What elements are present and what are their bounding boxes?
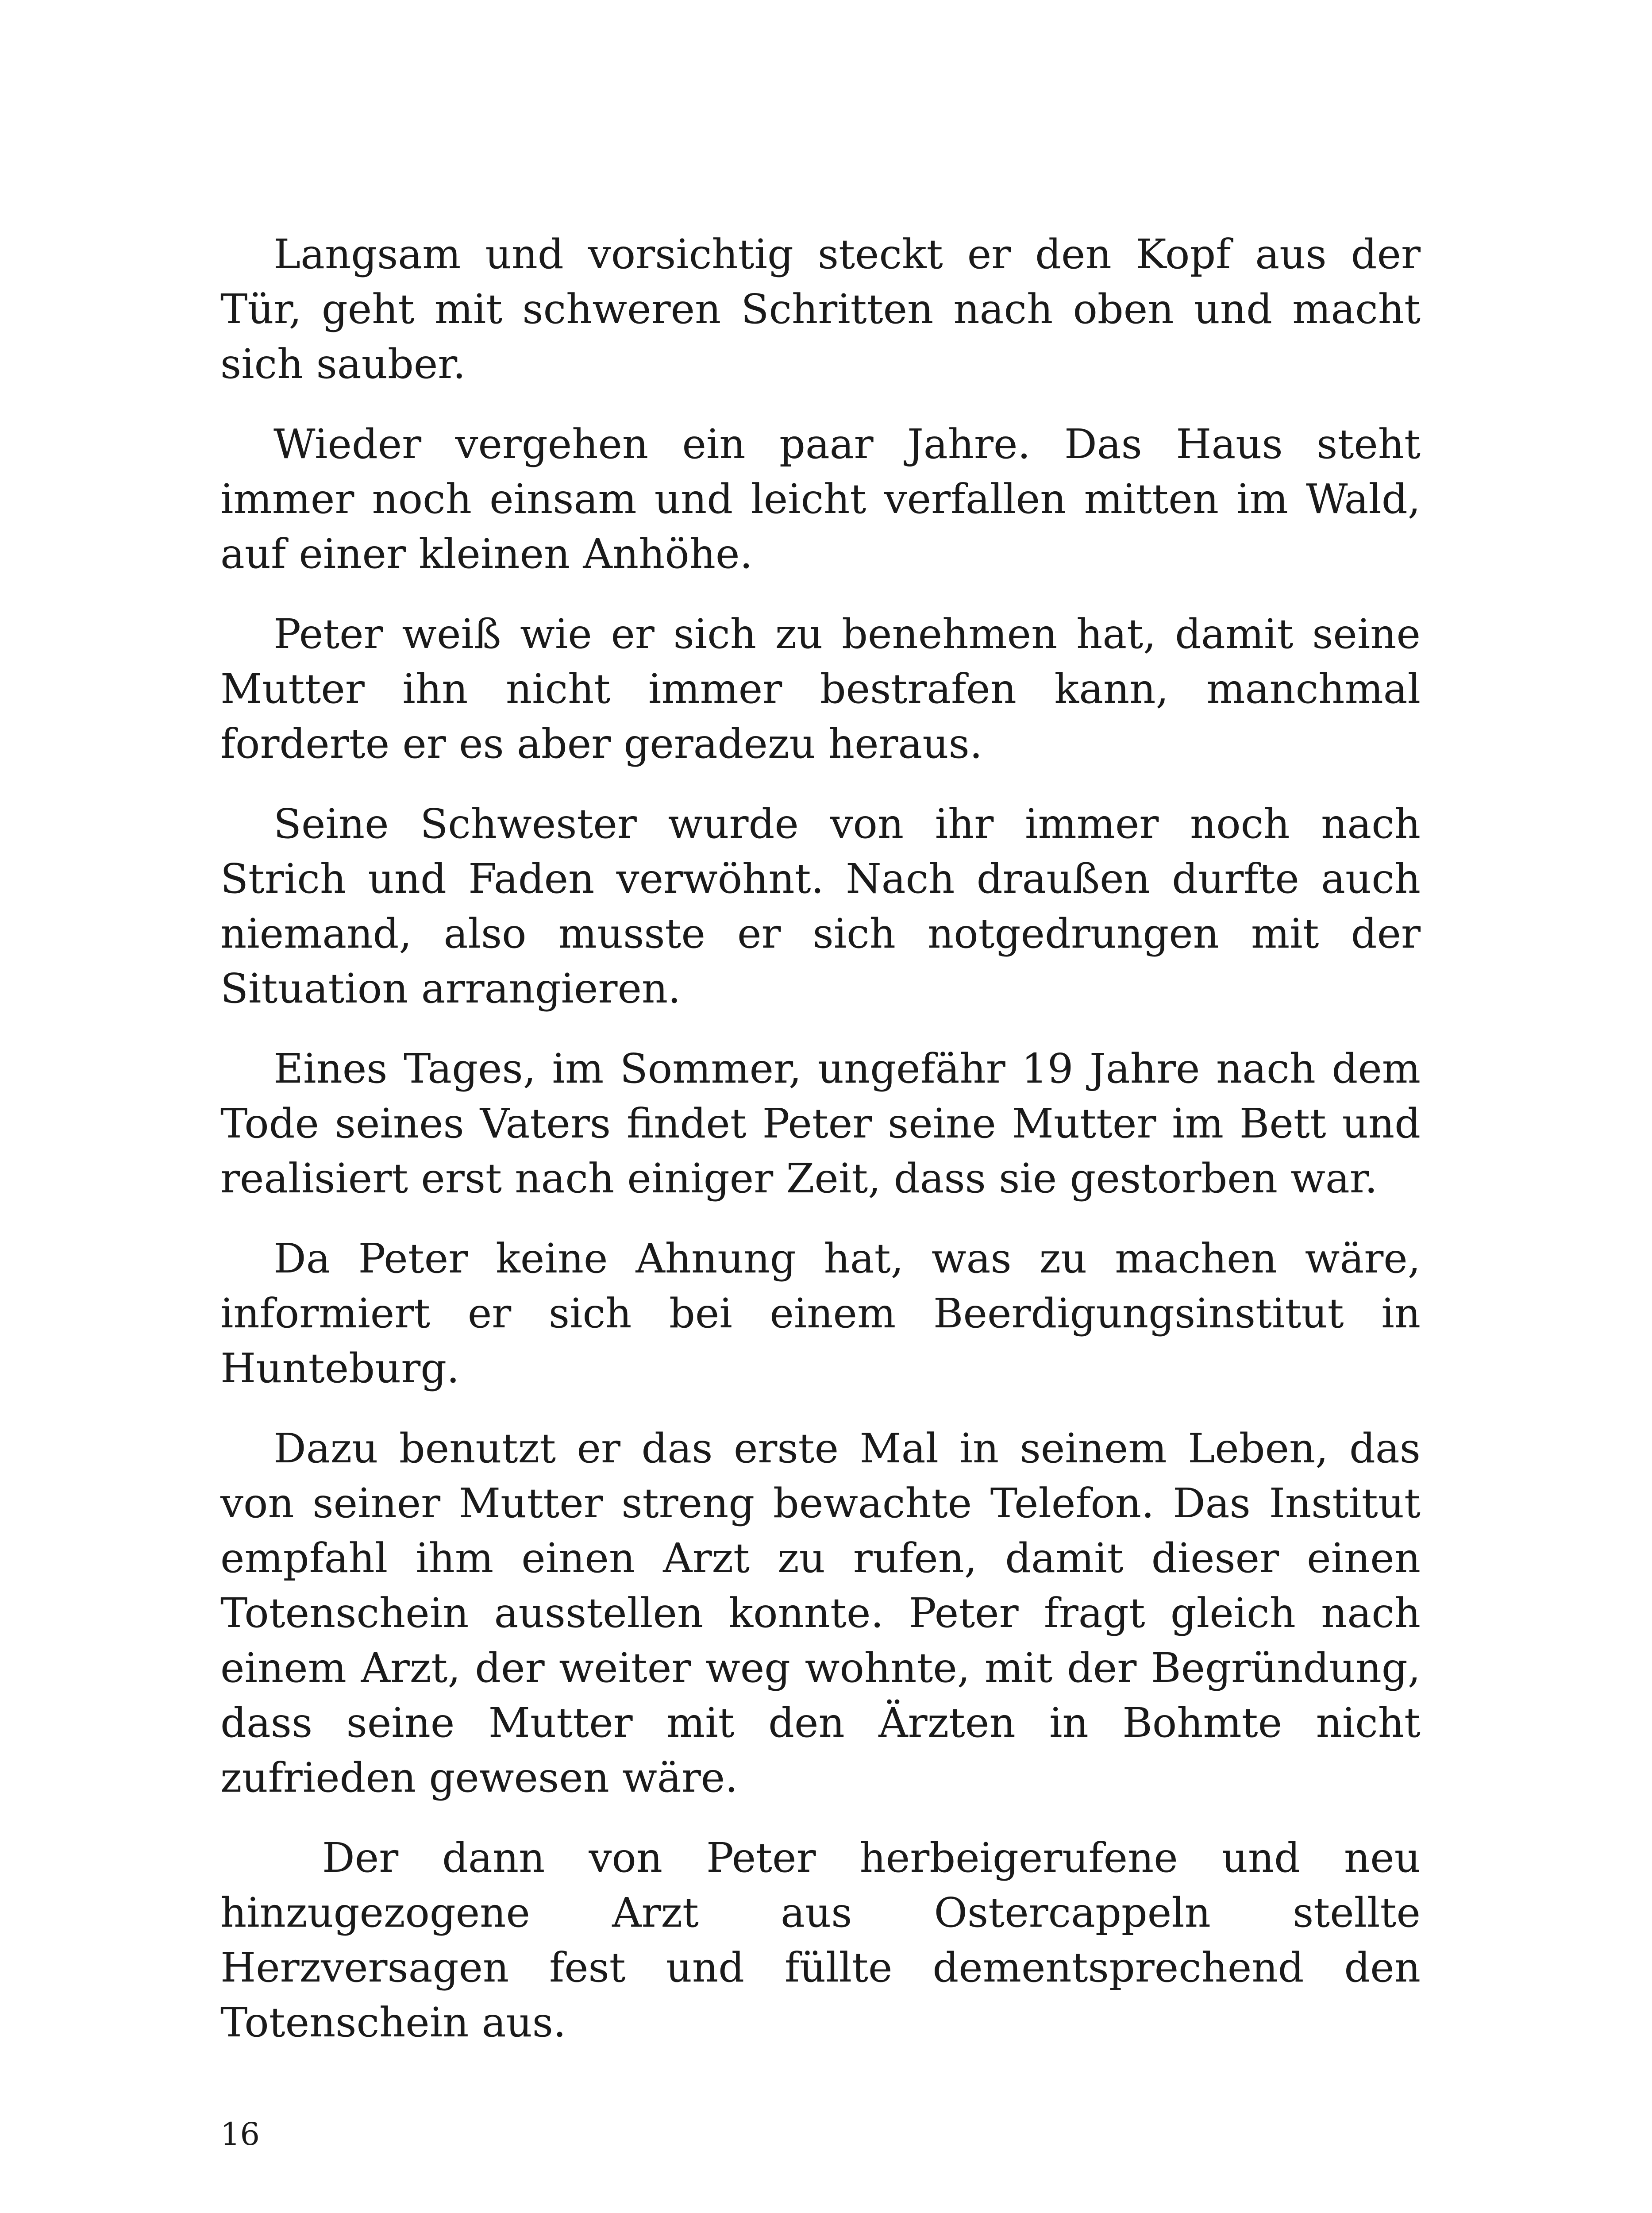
paragraph-7: Dazu benutzt er das erste Mal in seinem Leben, das von seiner Mutter streng bewachte Telefon. Das Institut empfahl ihm einen Arzt zu rufen, damit dieser einen Totenschein ausstellen konnte. Peter fragt gleich nach einem Arzt, der weiter weg wohnte, mit der Begründung, dass seine Mutter mit den Ärzten in Bohmte nicht zufrieden gewesen wäre. [220, 1425, 1421, 1801]
paragraph-3: Peter weiß wie er sich zu benehmen hat, damit seine Mutter ihn nicht immer bestrafen kann, manchmal forderte er es aber geradezu heraus. [220, 610, 1421, 767]
page-number: 16 [220, 2116, 260, 2152]
paragraph-1: Langsam und vorsichtig steckt er den Kopf aus der Tür, geht mit schweren Schritten nach oben und macht sich sauber. [220, 231, 1421, 388]
paragraph-8: Der dann von Peter herbeigerufene und neu hinzugezogene Arzt aus Ostercappeln stellte Herzversagen fest und füllte dementsprechend den Totenschein aus. [220, 1834, 1421, 2046]
paragraph-5: Eines Tages, im Sommer, ungefähr 19 Jahre nach dem Tode seines Vaters findet Peter seine Mutter im Bett und realisiert erst nach einiger Zeit, dass sie gestorben war. [220, 1045, 1421, 1202]
paragraph-2: Wieder vergehen ein paar Jahre. Das Haus steht immer noch einsam und leicht verfallen mitten im Wald, auf einer kleinen Anhöhe. [220, 420, 1421, 578]
body-text [220, 227, 1421, 2075]
paragraph-4: Seine Schwester wurde von ihr immer noch nach Strich und Faden verwöhnt. Nach draußen durfte auch niemand, also musste er sich notgedrungen mit der Situation arrangieren. [220, 800, 1421, 1012]
paragraph-6: Da Peter keine Ahnung hat, was zu machen wäre, informiert er sich bei einem Beerdigungsinstitut in Hunteburg. [220, 1235, 1421, 1392]
